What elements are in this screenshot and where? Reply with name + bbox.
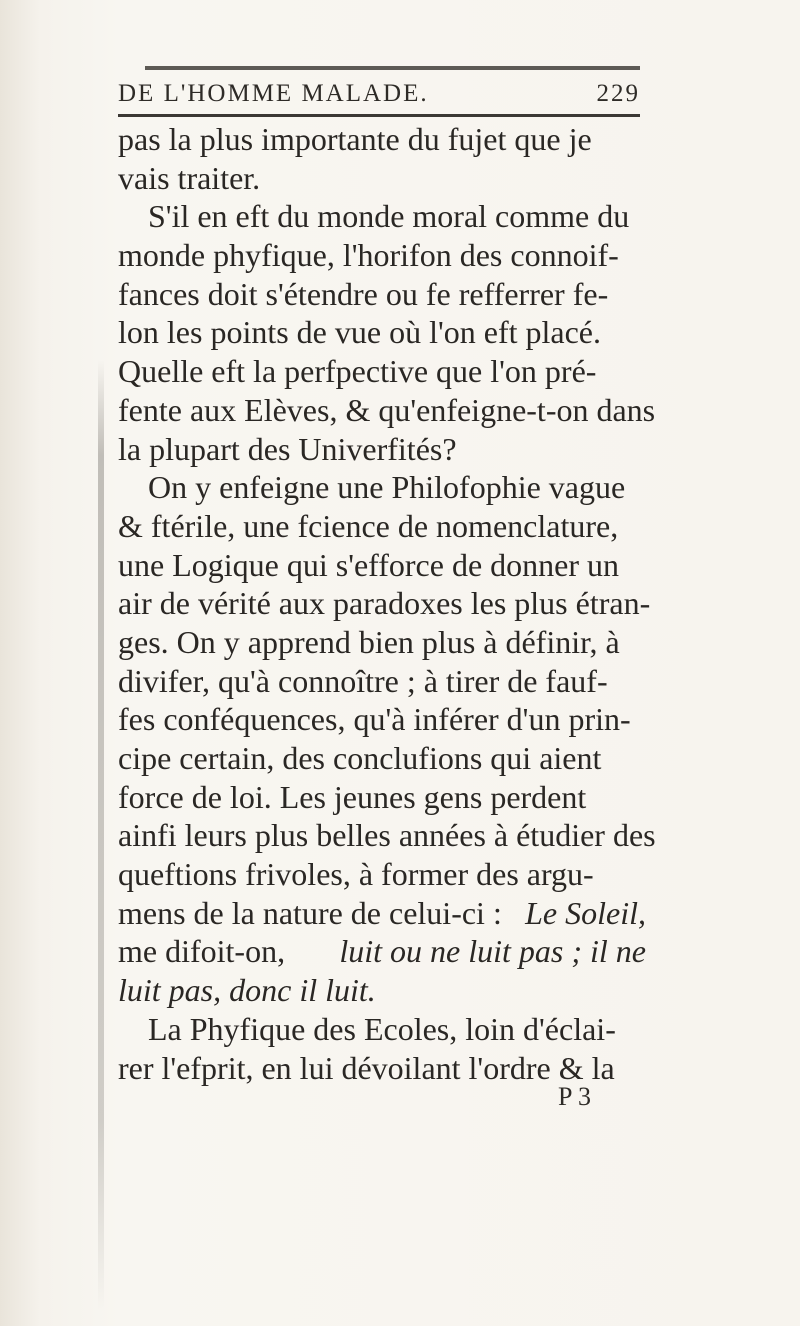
text-line: monde phyfique, l'horifon des connoif- bbox=[118, 237, 619, 274]
text-line: divifer, qu'à connoître ; à tirer de fauf- bbox=[118, 662, 608, 699]
text-line: Quelle eft la perfpective que l'on pré- bbox=[118, 353, 597, 390]
signature-mark: P 3 bbox=[558, 1082, 591, 1111]
gutter-shadow bbox=[98, 360, 104, 1310]
text-line: fente aux Elèves, & qu'enfeigne-t-on dans bbox=[118, 391, 656, 428]
italic-phrase: Le Soleil, bbox=[525, 894, 646, 931]
text-line: ges. On y apprend bien plus à définir, à bbox=[118, 623, 620, 660]
text-line: On y enfeigne une Philofophie vague bbox=[148, 469, 626, 506]
running-head bbox=[118, 74, 640, 114]
text-line: cipe certain, des conclufions qui aient bbox=[118, 740, 602, 776]
text-line: mens de la nature de celui-ci : Le Soleil, bbox=[118, 894, 646, 931]
text-line: S'il en eft du monde moral comme du bbox=[148, 198, 630, 235]
text-line: pas la plus importante du fujet que je bbox=[118, 121, 592, 157]
italic-phrase: luit pas, donc il luit. bbox=[118, 972, 376, 1009]
text-line: La Phyfique des Ecoles, loin d'éclai- bbox=[148, 1010, 616, 1047]
italic-phrase: luit ou ne luit pas ; il ne bbox=[339, 933, 646, 970]
text-line: me difoit-on, luit ou ne luit pas ; il ne bbox=[118, 933, 646, 970]
text-line: lon les points de vue où l'on eft placé. bbox=[118, 314, 601, 351]
text-line: fances doit s'étendre ou fe refferrer fe- bbox=[118, 275, 609, 312]
text-line: force de loi. Les jeunes gens perdent bbox=[118, 778, 587, 815]
text-line: & ftérile, une fcience de nomenclature, bbox=[118, 507, 619, 544]
header-rule bbox=[118, 114, 640, 117]
page-number: 229 bbox=[596, 80, 640, 107]
text-line: fes conféquences, qu'à inférer d'un prin- bbox=[118, 701, 631, 738]
text-line: queftions frivoles, à former des argu- bbox=[118, 856, 594, 893]
text-line: ainfi leurs plus belles années à étudier des bbox=[118, 817, 656, 854]
text-line: la plupart des Univerfités? bbox=[118, 430, 457, 467]
body-text bbox=[118, 120, 656, 1087]
text-line: rer l'efprit, en lui dévoilant l'ordre & la bbox=[118, 1049, 615, 1086]
top-rule bbox=[145, 66, 640, 70]
running-title: DE L'HOMME MALADE. bbox=[118, 80, 429, 107]
text-line: vais traiter. bbox=[118, 159, 261, 196]
text-line: une Logique qui s'efforce de donner un bbox=[118, 546, 620, 583]
text-line: air de vérité aux paradoxes les plus étran- bbox=[118, 585, 651, 622]
text-line bbox=[118, 971, 646, 1010]
